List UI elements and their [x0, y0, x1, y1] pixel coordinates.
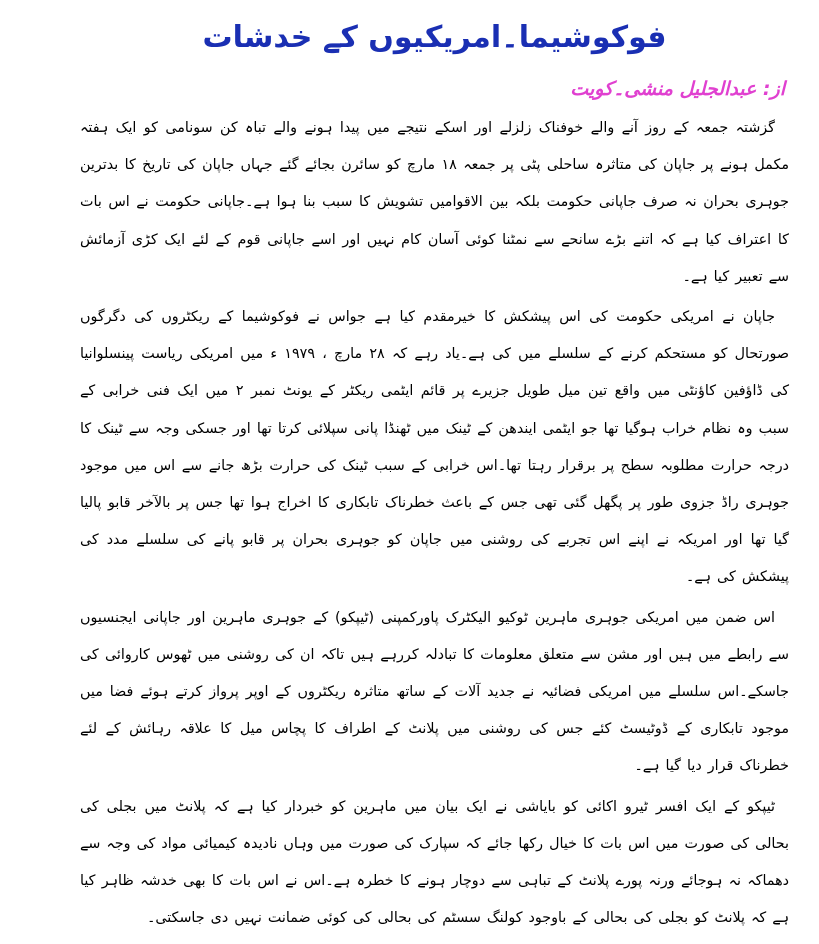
- article-title: فوکوشیما۔امریکیوں کے خدشات: [202, 20, 667, 55]
- paragraph: ٹیپکو کے ایک افسر ٹیرو اکائی کو بایاشی نے ایک بیان میں ماہرین کو خبردار کیا ہے کہ پلانٹ میں بجلی کی بحالی کی صورت میں اس بات کا خیال رکھا جائے کہ سپارک کی صورت میں وہاں نادیدہ کیمیائی مواد کی وجہ سے دھماکہ نہ ہوجائے ورنہ پورے پلانٹ کے تباہی سے دوچار ہونے کا خطرہ ہے۔اس نے اس بات کا بھی خدشہ ظاہر کیا ہے کہ پلانٹ کو بجلی کی بحالی کے باوجود کولنگ سسٹم کی بحالی کی کوئی ضمانت نہیں دی جاسکتی۔: [80, 798, 789, 927]
- article-body: [80, 110, 789, 937]
- paragraph: اس ضمن میں امریکی جوہری ماہرین ٹوکیو الیکٹرک پاورکمپنی (ٹیپکو) کے جوہری ماہرین اور جاپانی ایجنسیوں سے رابطے میں ہیں اور مشن سے متعلق معلومات کا تبادلہ کررہے ہیں تاکہ ان کی روشنی میں ٹھوس کاروائی کی جاسکے۔اس سلسلے میں امریکی فضائیہ نے جدید آلات کے ساتھ متاثرہ ریکٹروں کے اوپر پرواز کرتے ہوئے فضا میں موجود تابکاری کے ڈوٹیسٹ کئے جس کی روشنی میں پلانٹ کے اطراف کا پچاس میل کا علاقہ رہائش کے لئے خطرناک قرار دیا گیا ہے۔: [80, 609, 789, 775]
- paragraph: گزشتہ جمعہ کے روز آنے والے خوفناک زلزلے اور اسکے نتیجے میں پیدا ہونے والے تباہ کن سونامی کو ایک ہفتہ مکمل ہونے پر جاپان کی متاثرہ ساحلی پٹی پر جمعہ ۱۸ مارچ کو سائرن بجائے گئے جہاں جاپان کی تاریخ کا بدترین جوہری بحران نہ صرف جاپانی حکومت بلکہ بین الاقوامیں تشویش کا سبب بنا ہوا ہے۔جاپانی حکومت نے اس بات کا اعتراف کیا ہے کہ اتنے بڑے سانحے سے نمٹنا کوئی آسان کام نہیں اور اسے جاپانی قوم کے لئے ایک کڑی آزمائش سے تعبیر کیا ہے۔: [80, 120, 789, 285]
- paragraph: جاپان نے امریکی حکومت کی اس پیشکش کا خیرمقدم کیا ہے جواس نے فوکوشیما کے ریکٹروں کی دگرگوں صورتحال کو مستحکم کرنے کے سلسلے میں کی ہے۔یاد رہے کہ ۲۸ مارچ ، ۱۹۷۹ ء میں امریکی ریاست پینسلوانیا کی ڈاؤفین کاؤنٹی میں واقع تین میل طویل جزیرے پر قائم ایٹمی ریکٹر کے یونٹ نمبر ۲ میں ایک فنی خرابی کے سبب وہ نظام خراب ہوگیا تھا جو ایٹمی ایندھن کے ٹینک میں ٹھنڈا پانی سپلائی کرتا تھا اور جسکی وجہ سے ٹینک کا درجہ حرارت مطلوبہ سطح پر برقرار رہتا تھا۔اس خرابی کے سبب ٹینک کی حرارت بڑھ جانے سے اس میں موجود جوہری راڈ جزوی طور پر پگھل گئی تھی جس کے باعث خطرناک تابکاری کا اخراج ہوا تھا جس پر بالآخر قابو پالیا گیا تھا اور امریکہ نے اپنے اس تجربے کی روشنی میں جاپان کو جوہری بحران پر قابو پانے کی سلسلے مدد کی پیشکش کی ہے۔: [80, 309, 789, 586]
- author-byline: از: عبدالجلیل منشی۔کویت: [570, 78, 785, 100]
